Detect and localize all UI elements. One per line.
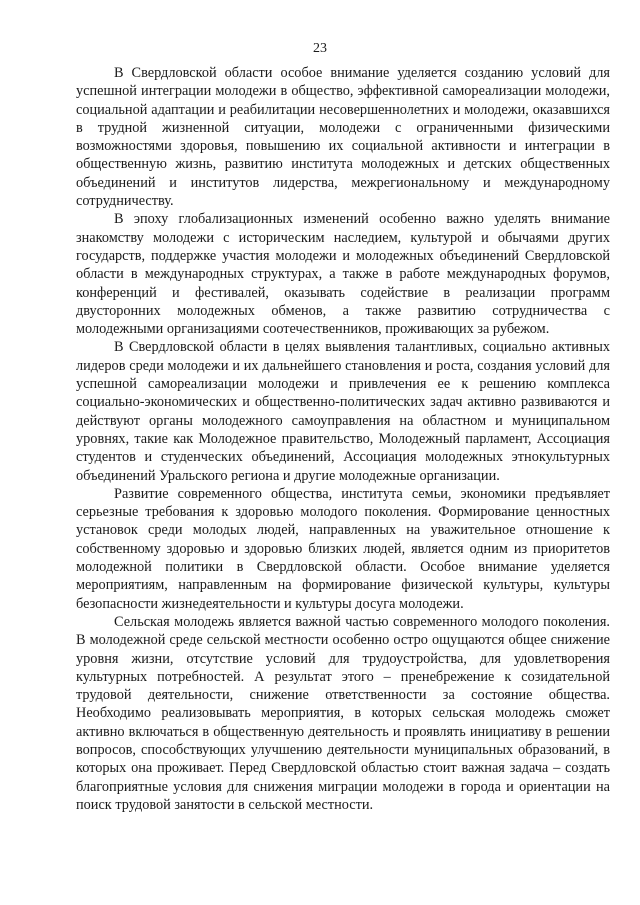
paragraph-youth-self-government: В Свердловской области в целях выявления талантливых, социально активных лидеров среди молодежи и их дальнейшего становления и роста, создания условий для успешной самореализации молодежи и привлечения ее к решению комплекса социально-экономических и общественно-политических задач активно развиваются и действуют органы молодежного самоуправления на областном и муниципальном уровнях, такие как Молодежное правительство, Молодежный парламент, Ассоциация студентов и студенческих объединений, Ассоциация молодежных этнокультурных объединений Уральского региона и другие молодежные организации.: [76, 339, 610, 484]
page-number: 23: [313, 41, 327, 56]
document-body: [76, 64, 610, 814]
paragraph-youth-health: Развитие современного общества, института семьи, экономики предъявляет серьезные требования к здоровью молодого поколения. Формирование ценностных установок среди молодых людей, направленных на уважительное отношение к собственному здоровью и здоровью близких людей, является одним из приоритетов молодежной политики в Свердловской области. Особое внимание уделяется мероприятиям, направленным на формирование физической культуры, культуры безопасности жизнедеятельности и культуры досуга молодежи.: [76, 485, 610, 612]
paragraph-rural-youth: Сельская молодежь является важной частью современного молодого поколения. В молодежной среде сельской местности особенно остро ощущаются общее снижение уровня жизни, отсутствие условий для трудоустройства, для удовлетворения культурных потребностей. А результат этого – пренебрежение к созидательной трудовой деятельности, снижение ответственности за состояние общества. Необходимо реализовывать мероприятия, в которых сельская молодежь сможет активно включаться в общественную деятельность и проявлять инициативу в решении вопросов, способствующих улучшению деятельности муниципальных образований, в которых она проживает. Перед Свердловской областью стоит важная задача – создать благоприятные условия для снижения миграции молодежи в города и ориентации на поиск трудовой занятости в сельской местности.: [76, 613, 610, 813]
paragraph-youth-integration: В Свердловской области особое внимание уделяется созданию условий для успешной интеграции молодежи в общество, эффективной самореализации молодежи, социальной адаптации и реабилитации несовершеннолетних и молодежи, оказавшихся в трудной жизненной ситуации, молодежи с ограниченными физическими возможностями здоровья, повышению их социальной активности и интеграции в общественную жизнь, развитию института молодежных и детских общественных объединений и институтов лидерства, межрегиональному и международному сотрудничеству.: [76, 65, 610, 210]
paragraph-globalization: В эпоху глобализационных изменений особенно важно уделять внимание знакомству молодежи с историческим наследием, культурой и обычаями других государств, поддержке участия молодежи и молодежных объединений Свердловской области в международных структурах, а также в работе международных форумов, конференций и фестивалей, оказывать содействие в реализации программ двусторонних молодежных обменов, а также развитию сотрудничества с молодежными организациями соотечественников, проживающих за рубежом.: [76, 211, 610, 338]
